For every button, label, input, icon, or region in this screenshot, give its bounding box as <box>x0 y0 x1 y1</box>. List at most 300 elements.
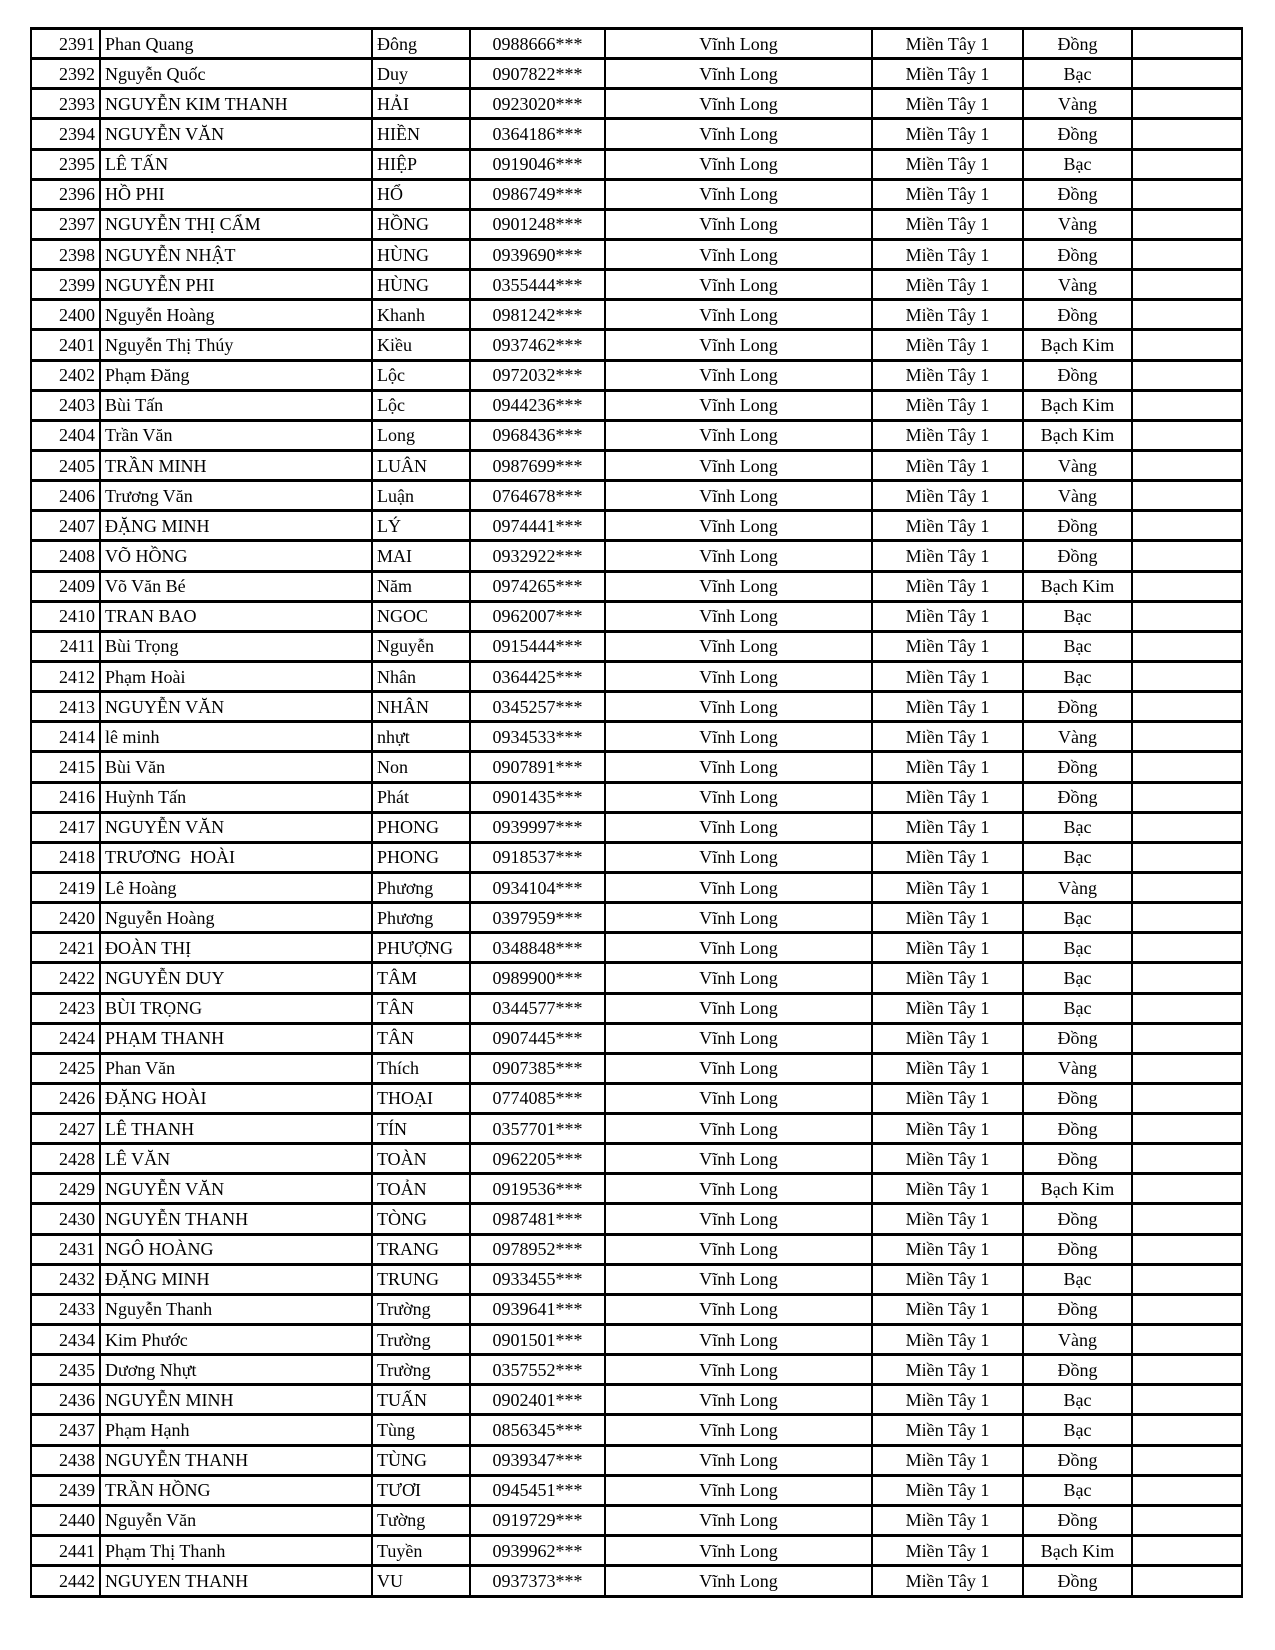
cell-phone: 0989900*** <box>470 963 605 993</box>
cell-stt: 2396 <box>31 179 100 209</box>
cell-ho-dem: Bùi Văn <box>100 752 372 782</box>
cell-extra <box>1132 1174 1242 1204</box>
cell-region: Miền Tây 1 <box>872 360 1023 390</box>
cell-ten: Nguyễn <box>372 631 470 661</box>
cell-ten: Tùng <box>372 1415 470 1445</box>
cell-extra <box>1132 752 1242 782</box>
cell-ten: HỒNG <box>372 209 470 239</box>
table-row <box>31 903 1242 933</box>
cell-ten: TÍN <box>372 1114 470 1144</box>
cell-region: Miền Tây 1 <box>872 812 1023 842</box>
cell-extra <box>1132 1204 1242 1234</box>
cell-province: Vĩnh Long <box>605 1566 872 1597</box>
cell-province: Vĩnh Long <box>605 631 872 661</box>
cell-ten: TOẢN <box>372 1174 470 1204</box>
cell-province: Vĩnh Long <box>605 1174 872 1204</box>
cell-ten: PHONG <box>372 842 470 872</box>
cell-region: Miền Tây 1 <box>872 1385 1023 1415</box>
cell-extra <box>1132 993 1242 1023</box>
cell-region: Miền Tây 1 <box>872 119 1023 149</box>
cell-extra <box>1132 872 1242 902</box>
cell-province: Vĩnh Long <box>605 842 872 872</box>
cell-ho-dem: lê minh <box>100 722 372 752</box>
cell-phone: 0934533*** <box>470 722 605 752</box>
cell-extra <box>1132 601 1242 631</box>
table-row <box>31 1083 1242 1113</box>
cell-extra <box>1132 1325 1242 1355</box>
table-row <box>31 872 1242 902</box>
cell-stt: 2407 <box>31 511 100 541</box>
table-row <box>31 601 1242 631</box>
cell-ten: HÙNG <box>372 239 470 269</box>
cell-stt: 2416 <box>31 782 100 812</box>
cell-province: Vĩnh Long <box>605 1264 872 1294</box>
cell-stt: 2441 <box>31 1536 100 1566</box>
cell-phone: 0907891*** <box>470 752 605 782</box>
cell-phone: 0764678*** <box>470 481 605 511</box>
table-row <box>31 450 1242 480</box>
table-row <box>31 933 1242 963</box>
cell-stt: 2393 <box>31 89 100 119</box>
cell-extra <box>1132 1566 1242 1597</box>
cell-ho-dem: ĐOÀN THỊ <box>100 933 372 963</box>
cell-tier: Bạc <box>1023 993 1132 1023</box>
cell-region: Miền Tây 1 <box>872 1083 1023 1113</box>
cell-ten: Đông <box>372 29 470 59</box>
cell-phone: 0364186*** <box>470 119 605 149</box>
cell-ten: Duy <box>372 59 470 89</box>
cell-ten: HỔ <box>372 179 470 209</box>
table-row <box>31 782 1242 812</box>
cell-ten: MAI <box>372 541 470 571</box>
cell-phone: 0907445*** <box>470 1023 605 1053</box>
table-row <box>31 1415 1242 1445</box>
cell-stt: 2425 <box>31 1053 100 1083</box>
cell-stt: 2411 <box>31 631 100 661</box>
cell-region: Miền Tây 1 <box>872 390 1023 420</box>
cell-phone: 0915444*** <box>470 631 605 661</box>
cell-region: Miền Tây 1 <box>872 963 1023 993</box>
table-row <box>31 300 1242 330</box>
cell-stt: 2423 <box>31 993 100 1023</box>
cell-tier: Đồng <box>1023 1445 1132 1475</box>
cell-extra <box>1132 782 1242 812</box>
cell-tier: Đồng <box>1023 1023 1132 1053</box>
cell-ho-dem: Nguyễn Hoàng <box>100 300 372 330</box>
cell-province: Vĩnh Long <box>605 601 872 631</box>
cell-region: Miền Tây 1 <box>872 1415 1023 1445</box>
cell-tier: Đồng <box>1023 239 1132 269</box>
cell-ho-dem: LÊ THANH <box>100 1114 372 1144</box>
cell-stt: 2435 <box>31 1355 100 1385</box>
cell-ten: Tuyền <box>372 1536 470 1566</box>
cell-stt: 2421 <box>31 933 100 963</box>
cell-tier: Bạc <box>1023 812 1132 842</box>
cell-extra <box>1132 1445 1242 1475</box>
cell-region: Miền Tây 1 <box>872 752 1023 782</box>
cell-province: Vĩnh Long <box>605 29 872 59</box>
cell-stt: 2415 <box>31 752 100 782</box>
cell-ho-dem: Trương Văn <box>100 481 372 511</box>
cell-ten: VU <box>372 1566 470 1597</box>
cell-region: Miền Tây 1 <box>872 1475 1023 1505</box>
cell-province: Vĩnh Long <box>605 903 872 933</box>
cell-tier: Bạch Kim <box>1023 1174 1132 1204</box>
cell-ten: Khanh <box>372 300 470 330</box>
cell-phone: 0345257*** <box>470 692 605 722</box>
cell-tier: Đồng <box>1023 511 1132 541</box>
cell-phone: 0856345*** <box>470 1415 605 1445</box>
cell-ho-dem: NGUYỄN THANH <box>100 1445 372 1475</box>
cell-province: Vĩnh Long <box>605 390 872 420</box>
cell-region: Miền Tây 1 <box>872 209 1023 239</box>
cell-ho-dem: Phạm Thị Thanh <box>100 1536 372 1566</box>
cell-stt: 2434 <box>31 1325 100 1355</box>
cell-region: Miền Tây 1 <box>872 270 1023 300</box>
cell-extra <box>1132 631 1242 661</box>
cell-ten: Long <box>372 420 470 450</box>
cell-stt: 2422 <box>31 963 100 993</box>
cell-extra <box>1132 481 1242 511</box>
cell-extra <box>1132 842 1242 872</box>
cell-extra <box>1132 571 1242 601</box>
table-row <box>31 1234 1242 1264</box>
cell-stt: 2395 <box>31 149 100 179</box>
cell-region: Miền Tây 1 <box>872 1445 1023 1475</box>
cell-ho-dem: NGUYỄN THANH <box>100 1204 372 1234</box>
cell-extra <box>1132 661 1242 691</box>
cell-extra <box>1132 239 1242 269</box>
table-row <box>31 1385 1242 1415</box>
cell-phone: 0919046*** <box>470 149 605 179</box>
cell-province: Vĩnh Long <box>605 450 872 480</box>
cell-ho-dem: ĐẶNG MINH <box>100 1264 372 1294</box>
cell-region: Miền Tây 1 <box>872 661 1023 691</box>
cell-phone: 0923020*** <box>470 89 605 119</box>
cell-stt: 2426 <box>31 1083 100 1113</box>
table-row <box>31 571 1242 601</box>
member-table <box>30 27 1243 1598</box>
cell-stt: 2414 <box>31 722 100 752</box>
cell-phone: 0962007*** <box>470 601 605 631</box>
cell-province: Vĩnh Long <box>605 149 872 179</box>
cell-ho-dem: TRẦN MINH <box>100 450 372 480</box>
cell-province: Vĩnh Long <box>605 1325 872 1355</box>
cell-phone: 0945451*** <box>470 1475 605 1505</box>
table-row <box>31 420 1242 450</box>
cell-extra <box>1132 1144 1242 1174</box>
cell-stt: 2424 <box>31 1023 100 1053</box>
cell-region: Miền Tây 1 <box>872 872 1023 902</box>
cell-province: Vĩnh Long <box>605 239 872 269</box>
table-row <box>31 541 1242 571</box>
cell-region: Miền Tây 1 <box>872 1505 1023 1535</box>
cell-extra <box>1132 1023 1242 1053</box>
cell-tier: Đồng <box>1023 782 1132 812</box>
cell-phone: 0937373*** <box>470 1566 605 1597</box>
cell-region: Miền Tây 1 <box>872 1114 1023 1144</box>
cell-region: Miền Tây 1 <box>872 571 1023 601</box>
cell-region: Miền Tây 1 <box>872 1325 1023 1355</box>
cell-ho-dem: Lê Hoàng <box>100 872 372 902</box>
cell-province: Vĩnh Long <box>605 1385 872 1415</box>
cell-province: Vĩnh Long <box>605 1053 872 1083</box>
cell-ho-dem: Trần Văn <box>100 420 372 450</box>
cell-tier: Bạc <box>1023 842 1132 872</box>
cell-stt: 2391 <box>31 29 100 59</box>
cell-extra <box>1132 1294 1242 1324</box>
table-row <box>31 390 1242 420</box>
table-row <box>31 692 1242 722</box>
cell-tier: Bạc <box>1023 59 1132 89</box>
cell-stt: 2402 <box>31 360 100 390</box>
cell-region: Miền Tây 1 <box>872 782 1023 812</box>
table-row <box>31 1264 1242 1294</box>
table-row <box>31 1475 1242 1505</box>
cell-extra <box>1132 330 1242 360</box>
cell-stt: 2401 <box>31 330 100 360</box>
cell-ten: Lộc <box>372 390 470 420</box>
table-row <box>31 752 1242 782</box>
table-row <box>31 119 1242 149</box>
cell-ho-dem: Bùi Tấn <box>100 390 372 420</box>
table-row <box>31 993 1242 1023</box>
cell-ten: PHƯỢNG <box>372 933 470 963</box>
cell-stt: 2427 <box>31 1114 100 1144</box>
table-row <box>31 89 1242 119</box>
table-row <box>31 239 1242 269</box>
table-row <box>31 1174 1242 1204</box>
cell-ho-dem: NGUYỄN NHẬT <box>100 239 372 269</box>
cell-province: Vĩnh Long <box>605 1204 872 1234</box>
cell-province: Vĩnh Long <box>605 752 872 782</box>
cell-phone: 0987699*** <box>470 450 605 480</box>
cell-tier: Bạch Kim <box>1023 390 1132 420</box>
cell-ho-dem: Huỳnh Tấn <box>100 782 372 812</box>
table-row <box>31 1144 1242 1174</box>
cell-stt: 2417 <box>31 812 100 842</box>
cell-region: Miền Tây 1 <box>872 1053 1023 1083</box>
cell-stt: 2438 <box>31 1445 100 1475</box>
cell-ten: Thích <box>372 1053 470 1083</box>
cell-phone: 0939641*** <box>470 1294 605 1324</box>
cell-stt: 2431 <box>31 1234 100 1264</box>
cell-tier: Bạc <box>1023 1385 1132 1415</box>
cell-tier: Đồng <box>1023 119 1132 149</box>
cell-province: Vĩnh Long <box>605 1505 872 1535</box>
cell-ten: Lộc <box>372 360 470 390</box>
cell-extra <box>1132 149 1242 179</box>
table-row <box>31 631 1242 661</box>
cell-ten: TRUNG <box>372 1264 470 1294</box>
cell-tier: Đồng <box>1023 1294 1132 1324</box>
cell-stt: 2397 <box>31 209 100 239</box>
cell-tier: Vàng <box>1023 1053 1132 1083</box>
cell-stt: 2413 <box>31 692 100 722</box>
cell-ho-dem: ĐẶNG MINH <box>100 511 372 541</box>
cell-region: Miền Tây 1 <box>872 1355 1023 1385</box>
cell-region: Miền Tây 1 <box>872 1294 1023 1324</box>
cell-tier: Bạc <box>1023 1264 1132 1294</box>
cell-ho-dem: NGUYỄN MINH <box>100 1385 372 1415</box>
cell-phone: 0907385*** <box>470 1053 605 1083</box>
cell-stt: 2410 <box>31 601 100 631</box>
cell-ho-dem: NGUYỄN THỊ CẨM <box>100 209 372 239</box>
cell-region: Miền Tây 1 <box>872 903 1023 933</box>
cell-extra <box>1132 1505 1242 1535</box>
table-row <box>31 1114 1242 1144</box>
cell-province: Vĩnh Long <box>605 722 872 752</box>
cell-extra <box>1132 1114 1242 1144</box>
cell-phone: 0357552*** <box>470 1355 605 1385</box>
cell-ten: TÂN <box>372 1023 470 1053</box>
cell-tier: Đồng <box>1023 1083 1132 1113</box>
cell-ten: Phát <box>372 782 470 812</box>
cell-extra <box>1132 59 1242 89</box>
cell-region: Miền Tây 1 <box>872 1566 1023 1597</box>
cell-extra <box>1132 1385 1242 1415</box>
cell-province: Vĩnh Long <box>605 1144 872 1174</box>
cell-stt: 2412 <box>31 661 100 691</box>
cell-tier: Bạc <box>1023 149 1132 179</box>
cell-tier: Đồng <box>1023 1114 1132 1144</box>
cell-stt: 2406 <box>31 481 100 511</box>
cell-tier: Vàng <box>1023 209 1132 239</box>
cell-phone: 0986749*** <box>470 179 605 209</box>
table-row <box>31 1355 1242 1385</box>
cell-region: Miền Tây 1 <box>872 179 1023 209</box>
cell-ho-dem: NGUYỄN VĂN <box>100 812 372 842</box>
cell-extra <box>1132 722 1242 752</box>
cell-extra <box>1132 1053 1242 1083</box>
cell-tier: Bạch Kim <box>1023 1536 1132 1566</box>
cell-tier: Vàng <box>1023 722 1132 752</box>
table-row <box>31 209 1242 239</box>
cell-region: Miền Tây 1 <box>872 300 1023 330</box>
table-row <box>31 1445 1242 1475</box>
cell-ho-dem: Kim Phước <box>100 1325 372 1355</box>
cell-ten: HÙNG <box>372 270 470 300</box>
table-row <box>31 661 1242 691</box>
cell-ho-dem: PHẠM THANH <box>100 1023 372 1053</box>
cell-extra <box>1132 390 1242 420</box>
cell-province: Vĩnh Long <box>605 661 872 691</box>
cell-stt: 2392 <box>31 59 100 89</box>
cell-region: Miền Tây 1 <box>872 722 1023 752</box>
cell-ten: TƯƠI <box>372 1475 470 1505</box>
cell-phone: 0978952*** <box>470 1234 605 1264</box>
cell-ho-dem: NGÔ HOÀNG <box>100 1234 372 1264</box>
cell-ten: Luận <box>372 481 470 511</box>
cell-extra <box>1132 963 1242 993</box>
cell-tier: Vàng <box>1023 89 1132 119</box>
cell-ten: TÂN <box>372 993 470 1023</box>
cell-province: Vĩnh Long <box>605 59 872 89</box>
cell-ho-dem: Võ Văn Bé <box>100 571 372 601</box>
cell-province: Vĩnh Long <box>605 1234 872 1264</box>
cell-tier: Bạc <box>1023 963 1132 993</box>
cell-tier: Đồng <box>1023 300 1132 330</box>
cell-extra <box>1132 179 1242 209</box>
cell-region: Miền Tây 1 <box>872 1023 1023 1053</box>
cell-tier: Bạch Kim <box>1023 420 1132 450</box>
cell-region: Miền Tây 1 <box>872 420 1023 450</box>
cell-tier: Đồng <box>1023 360 1132 390</box>
cell-region: Miền Tây 1 <box>872 29 1023 59</box>
cell-province: Vĩnh Long <box>605 1355 872 1385</box>
cell-region: Miền Tây 1 <box>872 239 1023 269</box>
table-row <box>31 59 1242 89</box>
cell-phone: 0988666*** <box>470 29 605 59</box>
cell-tier: Bạch Kim <box>1023 330 1132 360</box>
cell-stt: 2405 <box>31 450 100 480</box>
table-row <box>31 149 1242 179</box>
cell-ho-dem: HỒ PHI <box>100 179 372 209</box>
cell-phone: 0364425*** <box>470 661 605 691</box>
cell-stt: 2400 <box>31 300 100 330</box>
cell-region: Miền Tây 1 <box>872 541 1023 571</box>
cell-ho-dem: Bùi Trọng <box>100 631 372 661</box>
cell-tier: Bạc <box>1023 1415 1132 1445</box>
cell-region: Miền Tây 1 <box>872 1234 1023 1264</box>
cell-province: Vĩnh Long <box>605 1475 872 1505</box>
cell-stt: 2437 <box>31 1415 100 1445</box>
cell-ho-dem: NGUYỄN DUY <box>100 963 372 993</box>
cell-tier: Bạc <box>1023 933 1132 963</box>
cell-region: Miền Tây 1 <box>872 59 1023 89</box>
cell-ho-dem: NGUYỄN VĂN <box>100 692 372 722</box>
table-row <box>31 1325 1242 1355</box>
cell-extra <box>1132 541 1242 571</box>
cell-region: Miền Tây 1 <box>872 1264 1023 1294</box>
cell-tier: Đồng <box>1023 692 1132 722</box>
cell-phone: 0962205*** <box>470 1144 605 1174</box>
cell-extra <box>1132 29 1242 59</box>
cell-region: Miền Tây 1 <box>872 601 1023 631</box>
cell-stt: 2398 <box>31 239 100 269</box>
cell-tier: Đồng <box>1023 1144 1132 1174</box>
cell-ten: NHÂN <box>372 692 470 722</box>
cell-province: Vĩnh Long <box>605 481 872 511</box>
table-row <box>31 812 1242 842</box>
table-row <box>31 360 1242 390</box>
cell-province: Vĩnh Long <box>605 963 872 993</box>
cell-tier: Đồng <box>1023 29 1132 59</box>
cell-extra <box>1132 209 1242 239</box>
cell-region: Miền Tây 1 <box>872 149 1023 179</box>
cell-ho-dem: Nguyễn Hoàng <box>100 903 372 933</box>
cell-tier: Đồng <box>1023 1505 1132 1535</box>
cell-phone: 0939347*** <box>470 1445 605 1475</box>
cell-region: Miền Tây 1 <box>872 1204 1023 1234</box>
cell-ho-dem: NGUYỄN PHI <box>100 270 372 300</box>
cell-ho-dem: NGUYỄN KIM THANH <box>100 89 372 119</box>
cell-stt: 2430 <box>31 1204 100 1234</box>
cell-phone: 0932922*** <box>470 541 605 571</box>
cell-extra <box>1132 1415 1242 1445</box>
cell-ten: Trường <box>372 1294 470 1324</box>
cell-stt: 2432 <box>31 1264 100 1294</box>
cell-region: Miền Tây 1 <box>872 330 1023 360</box>
cell-province: Vĩnh Long <box>605 1536 872 1566</box>
cell-phone: 0774085*** <box>470 1083 605 1113</box>
cell-ho-dem: BÙI TRỌNG <box>100 993 372 1023</box>
cell-province: Vĩnh Long <box>605 541 872 571</box>
cell-ho-dem: LÊ TẤN <box>100 149 372 179</box>
cell-ho-dem: Phan Văn <box>100 1053 372 1083</box>
cell-stt: 2394 <box>31 119 100 149</box>
cell-province: Vĩnh Long <box>605 119 872 149</box>
